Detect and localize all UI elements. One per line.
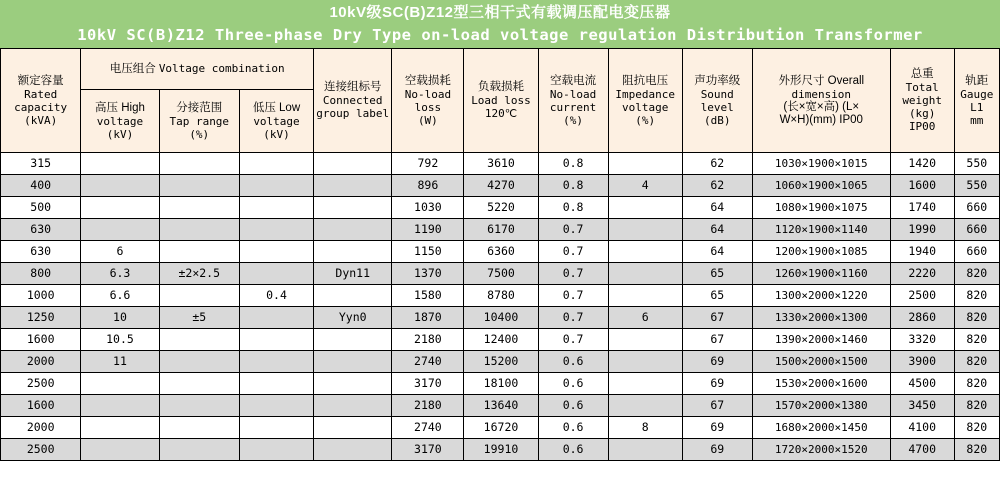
cell-total-weight: 4500 xyxy=(890,373,954,395)
cell-gauge: 820 xyxy=(954,329,999,351)
col-no-load-current xyxy=(538,49,608,153)
cell-sound-level: 69 xyxy=(682,439,752,461)
low-voltage-unit: (kV) xyxy=(263,127,290,141)
cell-no-load-loss: 3170 xyxy=(392,373,464,395)
col-total-weight xyxy=(890,49,954,153)
cell-high-voltage xyxy=(81,395,159,417)
table-row xyxy=(1,417,1000,439)
sound-level-unit: (dB) xyxy=(704,113,731,127)
cell-tap-range: ±2×2.5 xyxy=(159,263,239,285)
rated-capacity-cn: 额定容量 xyxy=(17,74,64,87)
table-row xyxy=(1,373,1000,395)
col-low-voltage xyxy=(239,90,313,153)
table-row xyxy=(1,197,1000,219)
cell-no-load-loss: 2740 xyxy=(392,417,464,439)
cell-load-loss: 8780 xyxy=(464,285,538,307)
cell-no-load-current: 0.7 xyxy=(538,329,608,351)
cell-connection-label xyxy=(314,219,392,241)
cell-high-voltage xyxy=(81,197,159,219)
cell-tap-range xyxy=(159,373,239,395)
overall-dimension-line4: W×H)(mm) IP00 xyxy=(779,113,863,126)
rated-capacity-unit: (kVA) xyxy=(24,113,58,127)
cell-tap-range xyxy=(159,395,239,417)
cell-high-voltage: 11 xyxy=(81,351,159,373)
cell-no-load-current: 0.8 xyxy=(538,175,608,197)
cell-gauge: 820 xyxy=(954,263,999,285)
col-load-loss xyxy=(464,49,538,153)
cell-impedance-voltage xyxy=(608,285,682,307)
overall-dimension-line3: (长×宽×高) (L× xyxy=(783,100,860,113)
cell-low-voltage xyxy=(239,351,313,373)
title-bar xyxy=(0,0,1000,48)
cell-gauge: 820 xyxy=(954,417,999,439)
cell-no-load-loss: 792 xyxy=(392,153,464,175)
gauge-unit: L1 xyxy=(970,100,984,114)
cell-high-voltage: 10 xyxy=(81,307,159,329)
impedance-voltage-en: Impedance voltage xyxy=(615,87,675,114)
cell-low-voltage xyxy=(239,439,313,461)
gauge-unit2: mm xyxy=(970,113,984,127)
cell-load-loss: 7500 xyxy=(464,263,538,285)
low-voltage-en: voltage xyxy=(253,114,300,128)
cell-tap-range xyxy=(159,417,239,439)
cell-total-weight: 1740 xyxy=(890,197,954,219)
cell-high-voltage xyxy=(81,439,159,461)
tap-range-unit: (%) xyxy=(189,127,210,141)
cell-no-load-current: 0.6 xyxy=(538,373,608,395)
no-load-current-unit: (%) xyxy=(563,113,584,127)
cell-gauge: 820 xyxy=(954,439,999,461)
cell-no-load-loss: 1580 xyxy=(392,285,464,307)
cell-no-load-current: 0.7 xyxy=(538,307,608,329)
cell-low-voltage xyxy=(239,153,313,175)
cell-no-load-loss: 2740 xyxy=(392,351,464,373)
cell-total-weight: 3900 xyxy=(890,351,954,373)
spec-table xyxy=(0,48,1000,461)
cell-tap-range xyxy=(159,153,239,175)
header-row-top xyxy=(1,49,1000,90)
cell-sound-level: 65 xyxy=(682,285,752,307)
cell-connection-label xyxy=(314,153,392,175)
table-row xyxy=(1,307,1000,329)
high-voltage-cn: 高压 High xyxy=(95,101,145,114)
cell-overall-dimension: 1300×2000×1220 xyxy=(752,285,890,307)
cell-no-load-current: 0.6 xyxy=(538,439,608,461)
cell-impedance-voltage xyxy=(608,241,682,263)
load-loss-cn: 负载损耗 xyxy=(477,81,524,93)
load-loss-en: Load loss xyxy=(471,94,531,107)
cell-overall-dimension: 1260×1900×1160 xyxy=(752,263,890,285)
cell-no-load-current: 0.8 xyxy=(538,197,608,219)
cell-sound-level: 64 xyxy=(682,219,752,241)
table-row xyxy=(1,351,1000,373)
table-row xyxy=(1,395,1000,417)
cell-rated-capacity: 1000 xyxy=(1,285,81,307)
col-impedance-voltage xyxy=(608,49,682,153)
cell-load-loss: 19910 xyxy=(464,439,538,461)
cell-load-loss: 13640 xyxy=(464,395,538,417)
no-load-current-cn: 空载电流 xyxy=(550,74,597,87)
cell-overall-dimension: 1330×2000×1300 xyxy=(752,307,890,329)
cell-impedance-voltage xyxy=(608,351,682,373)
cell-total-weight: 1420 xyxy=(890,153,954,175)
cell-no-load-current: 0.6 xyxy=(538,395,608,417)
cell-load-loss: 3610 xyxy=(464,153,538,175)
col-voltage-combination xyxy=(81,49,314,90)
cell-rated-capacity: 800 xyxy=(1,263,81,285)
cell-overall-dimension: 1120×1900×1140 xyxy=(752,219,890,241)
cell-no-load-current: 0.8 xyxy=(538,153,608,175)
table-row xyxy=(1,175,1000,197)
cell-no-load-current: 0.7 xyxy=(538,285,608,307)
cell-sound-level: 67 xyxy=(682,307,752,329)
no-load-loss-en: No-load loss xyxy=(404,87,452,114)
cell-connection-label xyxy=(314,329,392,351)
cell-sound-level: 69 xyxy=(682,351,752,373)
sound-level-cn: 声功率级 xyxy=(694,74,741,87)
cell-connection-label xyxy=(314,373,392,395)
cell-total-weight: 1940 xyxy=(890,241,954,263)
col-connection-label xyxy=(314,49,392,153)
cell-rated-capacity: 630 xyxy=(1,219,81,241)
cell-low-voltage xyxy=(239,329,313,351)
cell-overall-dimension: 1720×2000×1520 xyxy=(752,439,890,461)
cell-tap-range: ±5 xyxy=(159,307,239,329)
cell-connection-label xyxy=(314,241,392,263)
cell-connection-label: Yyn0 xyxy=(314,307,392,329)
cell-overall-dimension: 1500×2000×1500 xyxy=(752,351,890,373)
table-row xyxy=(1,285,1000,307)
cell-no-load-current: 0.6 xyxy=(538,351,608,373)
cell-load-loss: 15200 xyxy=(464,351,538,373)
cell-no-load-loss: 1370 xyxy=(392,263,464,285)
total-weight-extra: IP00 xyxy=(908,120,936,133)
cell-load-loss: 18100 xyxy=(464,373,538,395)
cell-load-loss: 6170 xyxy=(464,219,538,241)
table-head xyxy=(1,49,1000,153)
col-overall-dimension xyxy=(752,49,890,153)
cell-rated-capacity: 1600 xyxy=(1,329,81,351)
cell-high-voltage: 6.3 xyxy=(81,263,159,285)
cell-low-voltage: 0.4 xyxy=(239,285,313,307)
cell-impedance-voltage xyxy=(608,373,682,395)
cell-sound-level: 65 xyxy=(682,263,752,285)
cell-tap-range xyxy=(159,175,239,197)
cell-sound-level: 67 xyxy=(682,395,752,417)
cell-total-weight: 1600 xyxy=(890,175,954,197)
cell-sound-level: 62 xyxy=(682,175,752,197)
cell-low-voltage xyxy=(239,263,313,285)
table-body xyxy=(1,153,1000,461)
cell-tap-range xyxy=(159,197,239,219)
cell-low-voltage xyxy=(239,417,313,439)
gauge-en: Gauge xyxy=(960,87,994,101)
cell-rated-capacity: 315 xyxy=(1,153,81,175)
cell-total-weight: 3320 xyxy=(890,329,954,351)
cell-gauge: 820 xyxy=(954,395,999,417)
cell-impedance-voltage: 6 xyxy=(608,307,682,329)
cell-load-loss: 6360 xyxy=(464,241,538,263)
cell-gauge: 660 xyxy=(954,219,999,241)
sound-level-en: Sound level xyxy=(700,87,734,114)
cell-gauge: 550 xyxy=(954,175,999,197)
rated-capacity-en: Rated capacity xyxy=(14,87,68,114)
cell-impedance-voltage xyxy=(608,197,682,219)
cell-overall-dimension: 1680×2000×1450 xyxy=(752,417,890,439)
cell-sound-level: 69 xyxy=(682,417,752,439)
cell-gauge: 660 xyxy=(954,197,999,219)
cell-high-voltage xyxy=(81,417,159,439)
cell-overall-dimension: 1200×1900×1085 xyxy=(752,241,890,263)
cell-rated-capacity: 1600 xyxy=(1,395,81,417)
cell-no-load-current: 0.6 xyxy=(538,417,608,439)
cell-tap-range xyxy=(159,219,239,241)
cell-total-weight: 3450 xyxy=(890,395,954,417)
cell-sound-level: 64 xyxy=(682,197,752,219)
cell-load-loss: 4270 xyxy=(464,175,538,197)
cell-load-loss: 12400 xyxy=(464,329,538,351)
load-loss-unit: 120℃ xyxy=(484,107,518,120)
cell-low-voltage xyxy=(239,373,313,395)
cell-rated-capacity: 2000 xyxy=(1,417,81,439)
col-rated-capacity xyxy=(1,49,81,153)
cell-rated-capacity: 2500 xyxy=(1,373,81,395)
cell-high-voltage: 10.5 xyxy=(81,329,159,351)
cell-sound-level: 62 xyxy=(682,153,752,175)
connection-label-cn: 连接组标号 xyxy=(323,81,382,93)
cell-rated-capacity: 400 xyxy=(1,175,81,197)
no-load-current-en: No-load current xyxy=(549,87,597,114)
cell-gauge: 660 xyxy=(954,241,999,263)
table-row xyxy=(1,241,1000,263)
cell-total-weight: 4700 xyxy=(890,439,954,461)
cell-no-load-loss: 3170 xyxy=(392,439,464,461)
cell-no-load-loss: 1030 xyxy=(392,197,464,219)
cell-high-voltage: 6 xyxy=(81,241,159,263)
col-high-voltage xyxy=(81,90,159,153)
cell-connection-label xyxy=(314,351,392,373)
cell-connection-label xyxy=(314,285,392,307)
cell-low-voltage xyxy=(239,395,313,417)
cell-load-loss: 16720 xyxy=(464,417,538,439)
cell-no-load-current: 0.7 xyxy=(538,263,608,285)
cell-tap-range xyxy=(159,439,239,461)
cell-overall-dimension: 1060×1900×1065 xyxy=(752,175,890,197)
cell-load-loss: 5220 xyxy=(464,197,538,219)
voltage-combination-cn: 电压组合 xyxy=(109,63,156,75)
cell-sound-level: 64 xyxy=(682,241,752,263)
cell-gauge: 550 xyxy=(954,153,999,175)
impedance-voltage-cn: 阻抗电压 xyxy=(622,74,669,87)
cell-rated-capacity: 2500 xyxy=(1,439,81,461)
no-load-loss-cn: 空载损耗 xyxy=(404,74,451,87)
col-tap-range xyxy=(159,90,239,153)
total-weight-en: Total weight xyxy=(902,81,943,107)
table-row xyxy=(1,439,1000,461)
cell-gauge: 820 xyxy=(954,373,999,395)
cell-impedance-voltage: 8 xyxy=(608,417,682,439)
cell-connection-label xyxy=(314,395,392,417)
cell-total-weight: 1990 xyxy=(890,219,954,241)
cell-low-voltage xyxy=(239,197,313,219)
cell-gauge: 820 xyxy=(954,307,999,329)
cell-low-voltage xyxy=(239,307,313,329)
cell-tap-range xyxy=(159,285,239,307)
cell-overall-dimension: 1030×1900×1015 xyxy=(752,153,890,175)
no-load-loss-unit: (W) xyxy=(417,113,438,127)
cell-impedance-voltage xyxy=(608,219,682,241)
table-row xyxy=(1,263,1000,285)
gauge-cn: 轨距 xyxy=(965,74,989,87)
cell-gauge: 820 xyxy=(954,285,999,307)
tap-range-cn: 分接范围 xyxy=(176,101,223,114)
overall-dimension-cn: 外形尺寸 Overall xyxy=(778,74,865,87)
cell-connection-label xyxy=(314,439,392,461)
cell-overall-dimension: 1080×1900×1075 xyxy=(752,197,890,219)
total-weight-unit: (kg) xyxy=(908,107,936,120)
col-no-load-loss xyxy=(392,49,464,153)
cell-total-weight: 4100 xyxy=(890,417,954,439)
title-english: 10kV SC(B)Z12 Three-phase Dry Type on-load voltage regulation Distribution Transformer xyxy=(77,26,923,44)
cell-low-voltage xyxy=(239,175,313,197)
low-voltage-cn: 低压 Low xyxy=(252,101,301,114)
table-row xyxy=(1,329,1000,351)
cell-sound-level: 69 xyxy=(682,373,752,395)
high-voltage-en: voltage xyxy=(96,114,144,128)
cell-impedance-voltage xyxy=(608,395,682,417)
total-weight-cn: 总重 xyxy=(910,68,934,80)
cell-impedance-voltage xyxy=(608,263,682,285)
col-gauge xyxy=(954,49,999,153)
cell-high-voltage: 6.6 xyxy=(81,285,159,307)
cell-high-voltage xyxy=(81,153,159,175)
cell-rated-capacity: 1250 xyxy=(1,307,81,329)
cell-rated-capacity: 500 xyxy=(1,197,81,219)
high-voltage-unit: (kV) xyxy=(106,127,134,141)
cell-sound-level: 67 xyxy=(682,329,752,351)
cell-impedance-voltage xyxy=(608,153,682,175)
cell-connection-label xyxy=(314,417,392,439)
cell-overall-dimension: 1570×2000×1380 xyxy=(752,395,890,417)
cell-no-load-loss: 1150 xyxy=(392,241,464,263)
cell-impedance-voltage xyxy=(608,329,682,351)
cell-load-loss: 10400 xyxy=(464,307,538,329)
col-sound-level xyxy=(682,49,752,153)
title-chinese: 10kV级SC(B)Z12型三相干式有载调压配电变压器 xyxy=(329,4,671,21)
voltage-combination-en: Voltage combination xyxy=(158,62,285,75)
cell-high-voltage xyxy=(81,373,159,395)
cell-connection-label xyxy=(314,197,392,219)
cell-no-load-current: 0.7 xyxy=(538,241,608,263)
cell-no-load-loss: 1870 xyxy=(392,307,464,329)
cell-tap-range xyxy=(159,329,239,351)
cell-high-voltage xyxy=(81,175,159,197)
cell-total-weight: 2220 xyxy=(890,263,954,285)
table-row xyxy=(1,219,1000,241)
cell-no-load-loss: 2180 xyxy=(392,329,464,351)
cell-total-weight: 2860 xyxy=(890,307,954,329)
cell-gauge: 820 xyxy=(954,351,999,373)
cell-total-weight: 2500 xyxy=(890,285,954,307)
cell-low-voltage xyxy=(239,241,313,263)
cell-impedance-voltage xyxy=(608,439,682,461)
cell-no-load-loss: 1190 xyxy=(392,219,464,241)
cell-overall-dimension: 1530×2000×1600 xyxy=(752,373,890,395)
cell-impedance-voltage: 4 xyxy=(608,175,682,197)
cell-low-voltage xyxy=(239,219,313,241)
connection-label-en: Connected group label xyxy=(316,94,390,120)
cell-connection-label xyxy=(314,175,392,197)
cell-no-load-current: 0.7 xyxy=(538,219,608,241)
impedance-voltage-unit: (%) xyxy=(635,113,656,127)
overall-dimension-en: dimension xyxy=(791,87,852,101)
cell-overall-dimension: 1390×2000×1460 xyxy=(752,329,890,351)
table-row xyxy=(1,153,1000,175)
cell-rated-capacity: 630 xyxy=(1,241,81,263)
cell-rated-capacity: 2000 xyxy=(1,351,81,373)
cell-tap-range xyxy=(159,351,239,373)
tap-range-en: Tap range xyxy=(169,114,230,128)
cell-tap-range xyxy=(159,241,239,263)
cell-connection-label: Dyn11 xyxy=(314,263,392,285)
cell-high-voltage xyxy=(81,219,159,241)
cell-no-load-loss: 896 xyxy=(392,175,464,197)
cell-no-load-loss: 2180 xyxy=(392,395,464,417)
